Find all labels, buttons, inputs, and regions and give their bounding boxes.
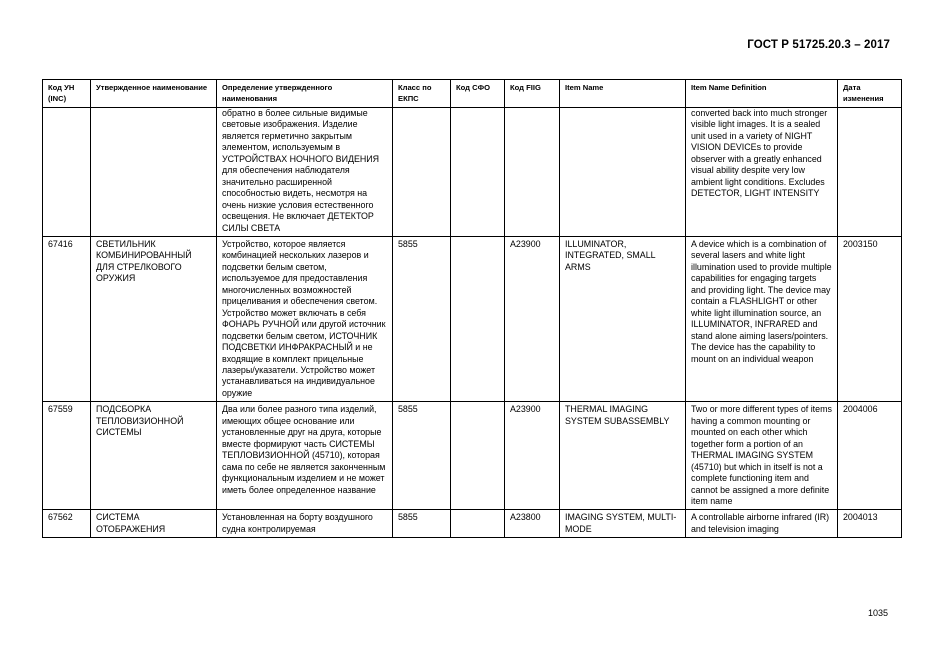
cell-date: 2004013 (838, 510, 902, 538)
table-row (43, 236, 902, 401)
cell-definition-ru: Два или более разного типа изделий, имеющих общее основание или установленные друг на друга, которые вместе формируют часть СИСТЕМЫ ТЕПЛОВИЗИОННОЙ (45710), которая сама по себе не является законченным функциональным изделием и не может иметь более определенное название (217, 402, 393, 510)
cell-inc: 67559 (43, 402, 91, 510)
cell-definition-ru: Устройство, которое является комбинацией нескольких лазеров и подсветки белым светом, используемое для предоставления многочисленных возможностей прицеливания и обеспечения светом. Устройство может включать в себя ФОНАРЬ РУЧНОЙ или другой источник подсветки белым светом, ИСТОЧНИК ПОДСВЕТКИ ИНФРАКРАСНЫЙ и не входящие в комплект прицельные лазеры/указатели. Устройство может устанавливаться на индивидуальное оружие (217, 236, 393, 401)
register-table (42, 79, 902, 538)
cell-fiig: A23900 (505, 402, 560, 510)
cell-fiig: A23900 (505, 236, 560, 401)
column-header-fiig: Код FIIG (505, 80, 560, 108)
cell-definition-ru: Установленная на борту воздушного судна контролируемая (217, 510, 393, 538)
table-row (43, 108, 902, 237)
column-header-item-name: Item Name (560, 80, 686, 108)
cell-fiig: A23800 (505, 510, 560, 538)
cell-definition-en: Two or more different types of items having a common mounting or mounted on each other which together form a portion of an THERMAL IMAGING SYSTEM (45710) but which in itself is not a complete functioning item and cannot be assigned a more definite item name (686, 402, 838, 510)
cell-class: 5855 (393, 236, 451, 401)
cell-inc: 67562 (43, 510, 91, 538)
cell-definition-en: A controllable airborne infrared (IR) and television imaging (686, 510, 838, 538)
cell-date (838, 108, 902, 237)
cell-class: 5855 (393, 402, 451, 510)
column-header-inc: Код УН (INC) (43, 80, 91, 108)
cell-item-name: IMAGING SYSTEM, MULTI-MODE (560, 510, 686, 538)
cell-inc (43, 108, 91, 237)
cell-date: 2003150 (838, 236, 902, 401)
cell-sfo (451, 510, 505, 538)
cell-sfo (451, 236, 505, 401)
cell-item-name: THERMAL IMAGING SYSTEM SUBASSEMBLY (560, 402, 686, 510)
cell-class (393, 108, 451, 237)
column-header-class: Класс по ЕКПС (393, 80, 451, 108)
table-row (43, 510, 902, 538)
cell-date: 2004006 (838, 402, 902, 510)
cell-name-ru (91, 108, 217, 237)
cell-name-ru: ПОДСБОРКА ТЕПЛОВИЗИОННОЙ СИСТЕМЫ (91, 402, 217, 510)
cell-name-ru: СВЕТИЛЬНИК КОМБИНИРОВАННЫЙ ДЛЯ СТРЕЛКОВОГО ОРУЖИЯ (91, 236, 217, 401)
cell-name-ru: СИСТЕМА ОТОБРАЖЕНИЯ (91, 510, 217, 538)
table-header-row (43, 80, 902, 108)
column-header-definition-en: Item Name Definition (686, 80, 838, 108)
cell-item-name (560, 108, 686, 237)
column-header-date: Дата изменения (838, 80, 902, 108)
cell-sfo (451, 108, 505, 237)
column-header-sfo: Код СФО (451, 80, 505, 108)
cell-inc: 67416 (43, 236, 91, 401)
cell-item-name: ILLUMINATOR, INTEGRATED, SMALL ARMS (560, 236, 686, 401)
page-number: 1035 (867, 608, 888, 618)
cell-sfo (451, 402, 505, 510)
column-header-definition-ru: Определение утвержденного наименования (217, 80, 393, 108)
cell-definition-en: A device which is a combination of several lasers and white light illumination used to provide multiple capabilities for engaging targets and providing light. The device may contain a FLASHLIGHT or other white light illumination source, an ILLUMINATOR, INFRARED and stand alone aiming lasers/pointers. The device has the capability to mount on an individual weapon (686, 236, 838, 401)
cell-class: 5855 (393, 510, 451, 538)
cell-definition-ru: обратно в более сильные видимые световые изображения. Изделие является герметично закрытым элементом, используемым в УСТРОЙСТВАХ НОЧНОГО ВИДЕНИЯ для обеспечения наблюдателя значительно расширенной способностью видеть, несмотря на очень низкие условия естественного освещения. Не включает ДЕТЕКТОР СИЛЫ СВЕТА (217, 108, 393, 237)
cell-definition-en: converted back into much stronger visible light images. It is a sealed unit used in a variety of NIGHT VISION DEVICEs to provide observer with a greatly enhanced visual ability despite very low ambient light conditions. Excludes DETECTOR, LIGHT INTENSITY (686, 108, 838, 237)
column-header-name-ru: Утвержденное наименование (91, 80, 217, 108)
cell-fiig (505, 108, 560, 237)
table-row (43, 402, 902, 510)
document-code: ГОСТ Р 51725.20.3 – 2017 (747, 39, 890, 51)
